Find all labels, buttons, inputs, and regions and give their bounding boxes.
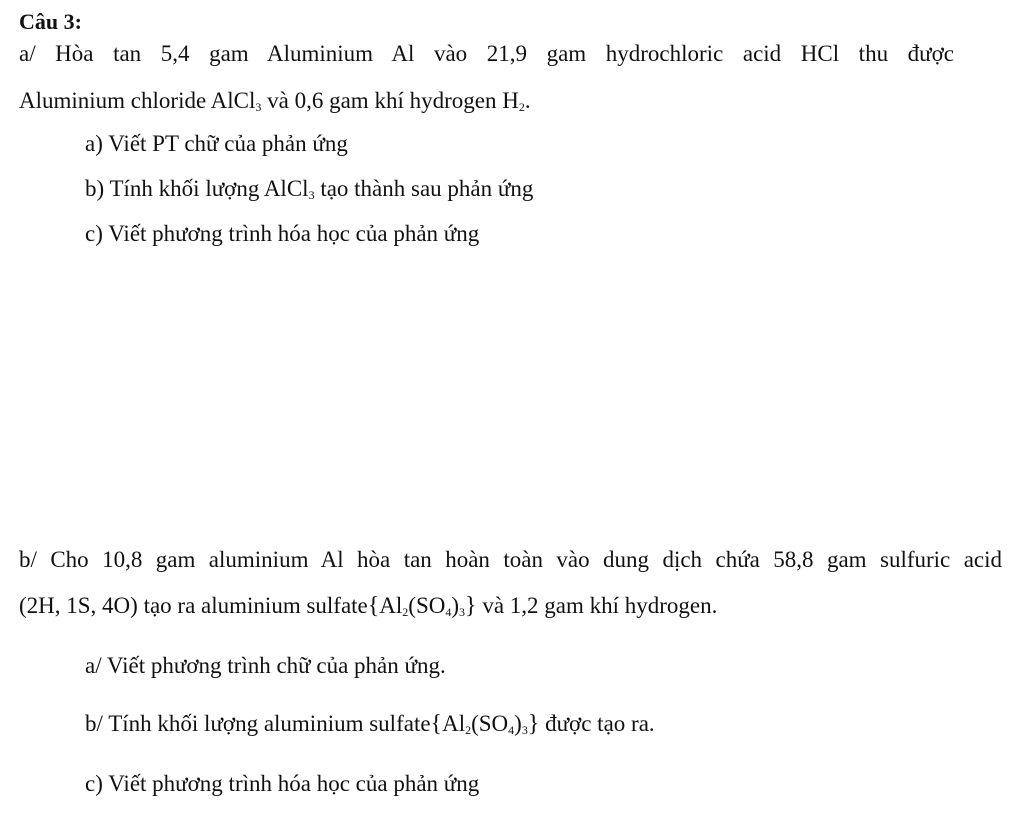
subscript: 3 bbox=[308, 188, 315, 202]
subquestion-text: tạo thành sau phản ứng bbox=[314, 176, 534, 201]
subscript: 2 bbox=[465, 723, 472, 737]
part-a-subquestion-b bbox=[85, 175, 533, 203]
formula-text: (SO bbox=[471, 711, 509, 736]
brace-open: { bbox=[430, 711, 443, 737]
part-a-subquestion-a: a) Viết PT chữ của phản ứng bbox=[85, 131, 348, 156]
part-b-line-2 bbox=[19, 592, 717, 620]
part-a-line-2-text: Aluminium chloride AlCl bbox=[19, 88, 256, 113]
subscript: 3 bbox=[255, 100, 262, 114]
aluminium-sulfate-formula bbox=[431, 711, 540, 736]
subquestion-text: b) Tính khối lượng AlCl bbox=[85, 176, 309, 201]
formula-text: ) bbox=[451, 593, 460, 618]
formula-text: Al bbox=[442, 711, 466, 736]
part-b-line-2-text: (2H, 1S, 4O) tạo ra aluminium sulfate bbox=[19, 593, 368, 618]
subscript: 2 bbox=[402, 605, 409, 619]
aluminium-sulfate-formula bbox=[368, 593, 477, 618]
brace-close: } bbox=[527, 711, 540, 737]
part-b-subquestion-c: c) Viết phương trình hóa học của phản ứng bbox=[85, 771, 480, 796]
question-title: Câu 3: bbox=[19, 9, 82, 34]
brace-open: { bbox=[367, 593, 380, 619]
part-a-subquestion-c: c) Viết phương trình hóa học của phản ứng bbox=[85, 221, 480, 246]
part-b-subquestion-b bbox=[85, 710, 655, 738]
part-b-line-1: b/ Cho 10,8 gam aluminium Al hòa tan hoàn toàn vào dung dịch chứa 58,8 gam sulfuric acid bbox=[19, 547, 1002, 572]
subscript: 2 bbox=[518, 100, 525, 114]
subscript: 4 bbox=[445, 605, 452, 619]
formula-text: (SO bbox=[408, 593, 446, 618]
part-b-subquestion-a: a/ Viết phương trình chữ của phản ứng. bbox=[85, 653, 446, 678]
subscript: 4 bbox=[508, 723, 515, 737]
brace-close: } bbox=[465, 593, 477, 619]
part-a-line-1: a/ Hòa tan 5,4 gam Aluminium Al vào 21,9 gam hydrochloric acid HCl thu được bbox=[19, 41, 954, 66]
subquestion-text: được tạo ra. bbox=[539, 711, 655, 736]
part-a-line-2 bbox=[19, 87, 531, 115]
subquestion-text: b/ Tính khối lượng aluminium sulfate bbox=[85, 711, 431, 736]
formula-text: Al bbox=[379, 593, 403, 618]
part-b-line-2-text: và 1,2 gam khí hydrogen. bbox=[476, 593, 718, 618]
formula-text: ) bbox=[514, 711, 522, 736]
subscript: 3 bbox=[459, 605, 466, 619]
subscript: 3 bbox=[521, 723, 528, 737]
part-a-line-2-text: và 0,6 gam khí hydrogen H bbox=[261, 88, 519, 113]
part-a-line-2-text: . bbox=[524, 88, 531, 113]
